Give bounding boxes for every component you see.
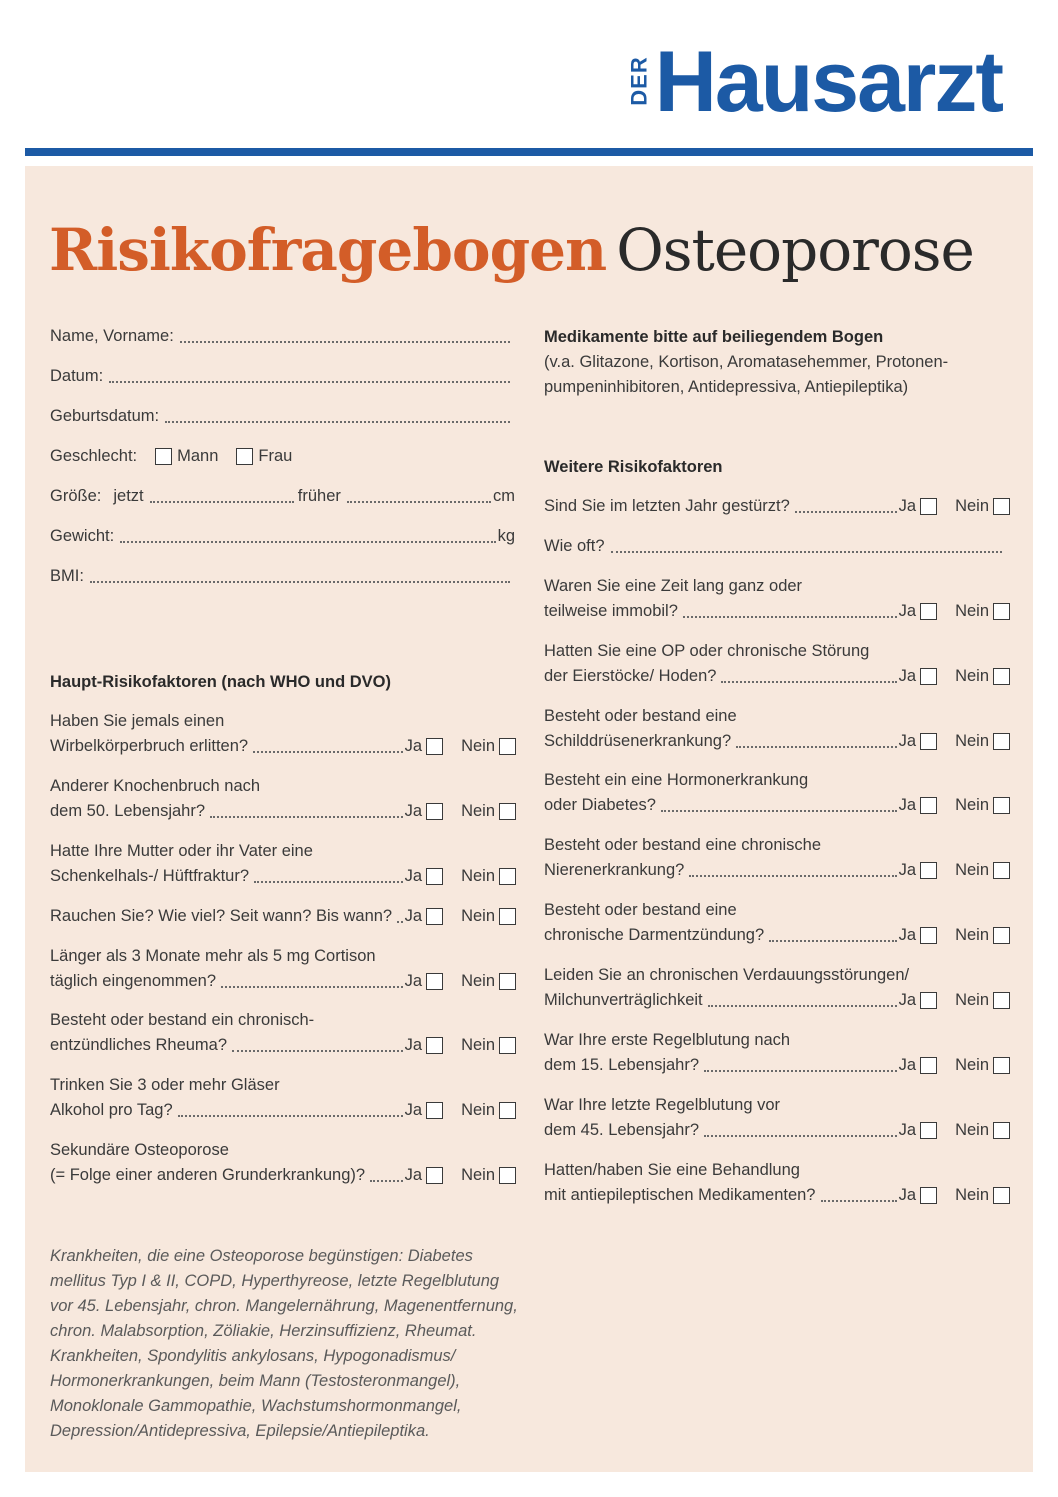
question-text-line2: dem 50. Lebensjahr? <box>50 802 206 820</box>
date-input-line[interactable] <box>109 381 510 383</box>
no-checkbox[interactable] <box>993 862 1010 879</box>
answer-no[interactable] <box>955 664 1010 689</box>
answer-no[interactable] <box>461 1098 516 1123</box>
answer-yes[interactable] <box>405 904 443 929</box>
yes-checkbox[interactable] <box>426 803 443 820</box>
yes-checkbox[interactable] <box>426 973 443 990</box>
question-item <box>544 1028 1010 1078</box>
how-often-field[interactable] <box>544 534 1004 559</box>
question-dots <box>221 986 403 988</box>
yes-label: Ja <box>898 732 917 750</box>
no-checkbox[interactable] <box>993 927 1010 944</box>
female-checkbox[interactable] <box>236 448 253 465</box>
question-item <box>544 833 1010 883</box>
no-label: Nein <box>955 497 989 515</box>
question-text-line2: Alkohol pro Tag? <box>50 1101 173 1119</box>
question-item <box>50 904 516 929</box>
yes-checkbox[interactable] <box>920 668 937 685</box>
main-risks-heading: Haupt-Risikofaktoren (nach WHO und DVO) <box>50 673 392 691</box>
no-checkbox[interactable] <box>993 668 1010 685</box>
question-text-line1: Länger als 3 Monate mehr als 5 mg Cortison <box>50 947 376 965</box>
yes-label: Ja <box>404 1036 423 1054</box>
question-text-line1: Hatten/haben Sie eine Behandlung <box>544 1161 800 1179</box>
yes-label: Ja <box>898 926 917 944</box>
yes-checkbox[interactable] <box>920 733 937 750</box>
height-label: Größe: <box>50 487 102 505</box>
yes-label: Ja <box>404 1101 423 1119</box>
medication-body: (v.a. Glitazone, Kortison, Aromatasehemmer, Protonen-pumpeninhibitoren, Antidepressiva, Antiepileptika) <box>544 353 949 396</box>
question-dots <box>210 816 403 818</box>
answer-no[interactable] <box>461 1033 516 1058</box>
height-before-label: früher <box>297 487 341 505</box>
yes-checkbox[interactable] <box>920 992 937 1009</box>
answer-yes[interactable] <box>405 799 443 824</box>
question-text-line2: (= Folge einer anderen Grunderkrankung)? <box>50 1166 366 1184</box>
question-item <box>50 839 516 889</box>
title-part1: Risikofragebogen <box>49 216 607 284</box>
name-input-line[interactable] <box>180 341 510 343</box>
no-label: Nein <box>461 1036 495 1054</box>
question-text-line2: dem 45. Lebensjahr? <box>544 1121 700 1139</box>
question-dots <box>704 1135 897 1137</box>
answer-yes[interactable] <box>899 1118 937 1143</box>
female-label: Frau <box>258 447 293 465</box>
question-text-line1: Besteht oder bestand eine <box>544 901 737 919</box>
question-text-line1: Leiden Sie an chronischen Verdauungsstörungen/ <box>544 966 910 984</box>
question-text-line1: Besteht ein eine Hormonerkrankung <box>544 771 809 789</box>
question-text-line2: täglich eingenommen? <box>50 972 217 990</box>
no-label: Nein <box>955 732 989 750</box>
yes-checkbox[interactable] <box>920 1122 937 1139</box>
question-text-line1: Trinken Sie 3 oder mehr Gläser <box>50 1076 280 1094</box>
question-text-line2: Schenkelhals-/ Hüftfraktur? <box>50 867 250 885</box>
answer-yes[interactable] <box>899 729 937 754</box>
question-dots <box>821 1200 897 1202</box>
question-dots <box>253 751 403 753</box>
gender-option-female[interactable] <box>236 444 292 469</box>
yes-checkbox[interactable] <box>426 908 443 925</box>
question-item <box>50 709 516 759</box>
question-dots <box>397 921 403 923</box>
gender-field <box>50 444 292 469</box>
no-checkbox[interactable] <box>499 1167 516 1184</box>
weight-field[interactable] <box>50 524 515 549</box>
answer-no[interactable] <box>955 729 1010 754</box>
question-text-line2: Milchunverträglichkeit <box>544 991 703 1009</box>
yes-checkbox[interactable] <box>920 927 937 944</box>
title-part2: Osteoporose <box>616 216 974 284</box>
question-text-line1: Besteht oder bestand eine chronische <box>544 836 822 854</box>
question-item <box>544 1093 1010 1143</box>
yes-label: Ja <box>898 667 917 685</box>
answer-yes[interactable] <box>405 1098 443 1123</box>
question-text-line2: mit antiepileptischen Medikamenten? <box>544 1186 816 1204</box>
no-label: Nein <box>461 737 495 755</box>
answer-yes[interactable] <box>899 858 937 883</box>
male-label: Mann <box>177 447 219 465</box>
bmi-input-line[interactable] <box>90 581 510 583</box>
no-checkbox[interactable] <box>993 733 1010 750</box>
no-checkbox[interactable] <box>993 1057 1010 1074</box>
question-item <box>50 1138 516 1188</box>
yes-checkbox[interactable] <box>426 1167 443 1184</box>
answer-no[interactable] <box>461 969 516 994</box>
header-divider <box>25 148 1033 156</box>
no-checkbox[interactable] <box>499 738 516 755</box>
height-unit: cm <box>493 487 516 505</box>
yes-label: Ja <box>404 802 423 820</box>
question-text-line2: oder Diabetes? <box>544 796 656 814</box>
no-label: Nein <box>461 1101 495 1119</box>
answer-no[interactable] <box>955 1183 1010 1208</box>
no-checkbox[interactable] <box>499 973 516 990</box>
logo-name: Hausarzt <box>654 34 1002 130</box>
question-dots <box>736 746 897 748</box>
question-item <box>50 774 516 824</box>
no-checkbox[interactable] <box>499 1037 516 1054</box>
gender-label: Geschlecht: <box>50 447 138 465</box>
no-label: Nein <box>955 1056 989 1074</box>
yes-label: Ja <box>898 1186 917 1204</box>
yes-label: Ja <box>404 907 423 925</box>
date-field[interactable] <box>50 364 512 389</box>
question-dots <box>683 616 897 618</box>
answer-yes[interactable] <box>405 1033 443 1058</box>
question-dots <box>769 940 896 942</box>
medication-heading: Medikamente bitte auf beiliegendem Bogen <box>544 328 884 346</box>
question-text-line1: Sekundäre Osteoporose <box>50 1141 229 1159</box>
yes-label: Ja <box>898 1121 917 1139</box>
no-label: Nein <box>955 796 989 814</box>
yes-checkbox[interactable] <box>426 868 443 885</box>
question-dots <box>689 875 896 877</box>
bmi-label: BMI: <box>50 567 84 585</box>
question-dots <box>178 1115 403 1117</box>
answer-no[interactable] <box>955 494 1010 519</box>
question-text-line1: Waren Sie eine Zeit lang ganz oder <box>544 577 803 595</box>
question-item <box>544 639 1010 689</box>
question-text-line1: Haben Sie jemals einen <box>50 712 225 730</box>
yes-label: Ja <box>898 497 917 515</box>
answer-no[interactable] <box>955 988 1010 1013</box>
answer-no[interactable] <box>955 923 1010 948</box>
logo-prefix: DER <box>626 56 652 106</box>
yes-label: Ja <box>404 737 423 755</box>
yes-checkbox[interactable] <box>426 738 443 755</box>
birthdate-label: Geburtsdatum: <box>50 407 160 425</box>
answer-yes[interactable] <box>899 988 937 1013</box>
question-text-line1: Hatten Sie eine OP oder chronische Störung <box>544 642 870 660</box>
height-now-label: jetzt <box>113 487 144 505</box>
answer-yes[interactable] <box>899 793 937 818</box>
conditions-note: Krankheiten, die eine Osteoporose begünstigen: Diabetes mellitus Typ I & II, COPD, Hyperthyreose, letzte Regelblutung vor 45. Lebensjahr, chron. Mangelernährung, Magenentfernung, chron. Malabsorption, Zöliakie, Herzinsuffizienz, Rheumat. Krankheiten, Spondylitis ankylosans, Hypogonadismus/ Hormonerkrankungen, beim Mann (Testosteronmangel), Monoklonale Gammopathie, Wachstumshormonmangel, Depression/Antidepressiva, Epilepsie/Antiepileptika. <box>50 1247 518 1440</box>
no-checkbox[interactable] <box>993 992 1010 1009</box>
question-text-line2: Schilddrüsenerkrankung? <box>544 732 732 750</box>
question-text-line1: War Ihre letzte Regelblutung vor <box>544 1096 781 1114</box>
answer-yes[interactable] <box>405 734 443 759</box>
question-text-line1: Besteht oder bestand ein chronisch- <box>50 1011 315 1029</box>
answer-yes[interactable] <box>899 1053 937 1078</box>
weight-unit: kg <box>497 527 515 545</box>
question-text-line1: War Ihre erste Regelblutung nach <box>544 1031 791 1049</box>
yes-checkbox[interactable] <box>426 1102 443 1119</box>
answer-no[interactable] <box>955 793 1010 818</box>
question-text-line2: teilweise immobil? <box>544 602 678 620</box>
answer-yes[interactable] <box>899 599 937 624</box>
male-checkbox[interactable] <box>155 448 172 465</box>
no-checkbox[interactable] <box>499 1102 516 1119</box>
question-text-line1: Besteht oder bestand eine <box>544 707 737 725</box>
answer-no[interactable] <box>461 734 516 759</box>
yes-checkbox[interactable] <box>920 797 937 814</box>
birthdate-input-line[interactable] <box>165 421 510 423</box>
question-dots <box>721 681 896 683</box>
no-checkbox[interactable] <box>499 803 516 820</box>
weight-label: Gewicht: <box>50 527 115 545</box>
yes-label: Ja <box>404 972 423 990</box>
no-label: Nein <box>955 861 989 879</box>
question-item <box>50 944 516 994</box>
no-label: Nein <box>461 972 495 990</box>
no-label: Nein <box>461 1166 495 1184</box>
yes-label: Ja <box>898 991 917 1009</box>
yes-checkbox[interactable] <box>920 498 937 515</box>
page-title <box>49 210 974 290</box>
question-text-line2: Rauchen Sie? Wie viel? Seit wann? Bis wann? <box>50 907 393 925</box>
yes-checkbox[interactable] <box>920 862 937 879</box>
no-checkbox[interactable] <box>499 868 516 885</box>
no-label: Nein <box>955 991 989 1009</box>
yes-label: Ja <box>404 867 423 885</box>
no-label: Nein <box>955 1121 989 1139</box>
no-label: Nein <box>955 926 989 944</box>
yes-label: Ja <box>898 1056 917 1074</box>
other-risks-heading: Weitere Risikofaktoren <box>544 458 723 476</box>
question-dots <box>795 511 897 513</box>
answer-yes[interactable] <box>405 1163 443 1188</box>
answer-yes[interactable] <box>899 1183 937 1208</box>
question-item <box>544 898 1010 948</box>
question-dots <box>254 881 403 883</box>
no-checkbox[interactable] <box>993 1187 1010 1204</box>
bmi-field[interactable] <box>50 564 512 589</box>
question-item <box>544 963 1010 1013</box>
question-item <box>544 574 1010 624</box>
yes-label: Ja <box>898 602 917 620</box>
answer-no[interactable] <box>955 1118 1010 1143</box>
birthdate-field[interactable] <box>50 404 512 429</box>
question-dots <box>370 1180 403 1182</box>
name-label: Name, Vorname: <box>50 327 174 345</box>
answer-no[interactable] <box>955 1053 1010 1078</box>
answer-no[interactable] <box>461 904 516 929</box>
no-label: Nein <box>461 867 495 885</box>
question-text-line2: entzündliches Rheuma? <box>50 1036 228 1054</box>
yes-checkbox[interactable] <box>920 1057 937 1074</box>
no-checkbox[interactable] <box>993 1122 1010 1139</box>
answer-no[interactable] <box>955 599 1010 624</box>
answer-yes[interactable] <box>405 969 443 994</box>
question-item <box>544 704 1010 754</box>
question-item <box>544 494 1010 519</box>
question-item <box>544 768 1010 818</box>
answer-yes[interactable] <box>899 923 937 948</box>
height-field[interactable] <box>50 484 515 509</box>
question-text-line2: dem 15. Lebensjahr? <box>544 1056 700 1074</box>
hausarzt-logo <box>626 34 1002 130</box>
no-label: Nein <box>955 602 989 620</box>
name-field[interactable] <box>50 324 512 349</box>
question-text-line1: Anderer Knochenbruch nach <box>50 777 261 795</box>
height-now-input-line[interactable] <box>150 501 294 503</box>
yes-label: Ja <box>898 796 917 814</box>
height-before-input-line[interactable] <box>347 501 491 503</box>
medication-note <box>544 325 1004 400</box>
no-label: Nein <box>461 907 495 925</box>
question-text-line1: Hatte Ihre Mutter oder ihr Vater eine <box>50 842 313 860</box>
question-item <box>50 1008 516 1058</box>
question-text-line2: Sind Sie im letzten Jahr gestürzt? <box>544 497 790 515</box>
question-text-line2: der Eierstöcke/ Hoden? <box>544 667 717 685</box>
no-label: Nein <box>955 667 989 685</box>
how-often-label: Wie oft? <box>544 537 605 555</box>
weight-input-line[interactable] <box>120 541 495 543</box>
no-checkbox[interactable] <box>993 603 1010 620</box>
no-checkbox[interactable] <box>499 908 516 925</box>
answer-no[interactable] <box>461 864 516 889</box>
question-text-line2: Wirbelkörperbruch erlitten? <box>50 737 249 755</box>
yes-checkbox[interactable] <box>920 1187 937 1204</box>
yes-checkbox[interactable] <box>426 1037 443 1054</box>
how-often-input-line[interactable] <box>611 551 1002 553</box>
answer-no[interactable] <box>461 1163 516 1188</box>
question-text-line2: Nierenerkrankung? <box>544 861 685 879</box>
no-checkbox[interactable] <box>993 498 1010 515</box>
question-text-line2: chronische Darmentzündung? <box>544 926 765 944</box>
question-item <box>50 1073 516 1123</box>
no-checkbox[interactable] <box>993 797 1010 814</box>
no-label: Nein <box>955 1186 989 1204</box>
gender-option-male[interactable] <box>155 444 218 469</box>
question-dots <box>232 1050 403 1052</box>
answer-no[interactable] <box>955 858 1010 883</box>
date-label: Datum: <box>50 367 104 385</box>
yes-label: Ja <box>898 861 917 879</box>
answer-yes[interactable] <box>899 494 937 519</box>
no-label: Nein <box>461 802 495 820</box>
answer-yes[interactable] <box>899 664 937 689</box>
yes-checkbox[interactable] <box>920 603 937 620</box>
yes-label: Ja <box>404 1166 423 1184</box>
question-dots <box>661 810 897 812</box>
question-item <box>544 1158 1010 1208</box>
answer-no[interactable] <box>461 799 516 824</box>
question-dots <box>704 1070 897 1072</box>
answer-yes[interactable] <box>405 864 443 889</box>
question-dots <box>708 1005 897 1007</box>
